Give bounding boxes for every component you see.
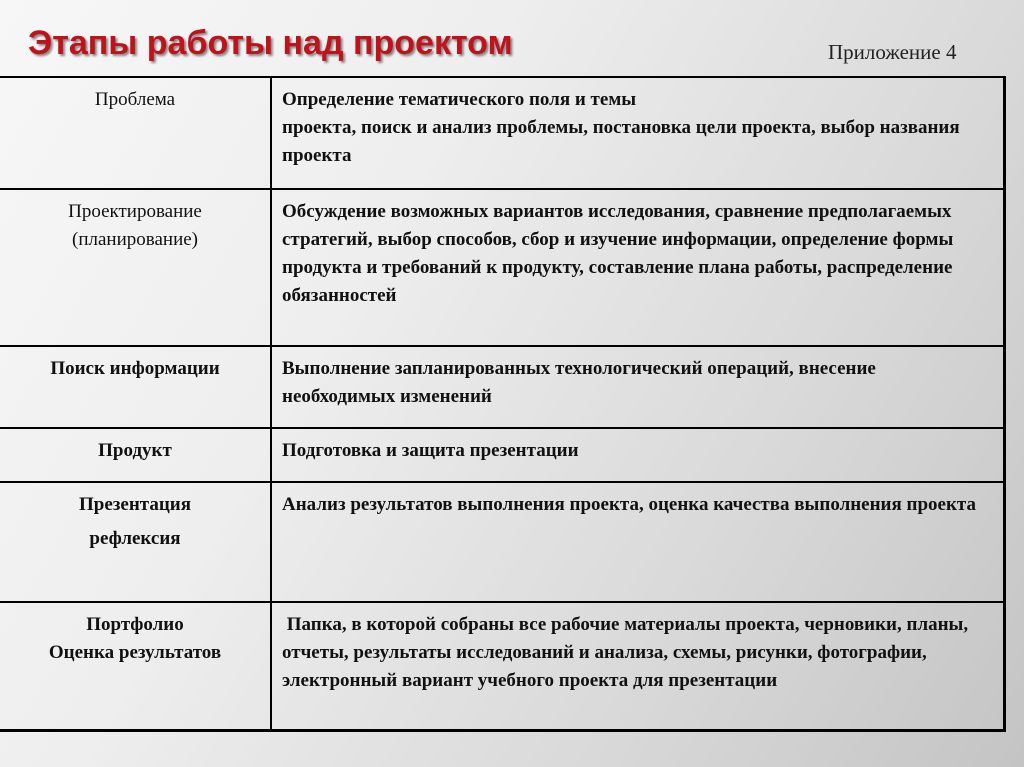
description-cell: [271, 428, 1005, 482]
description-text: Папка, в которой собраны все рабочие материалы проекта, черновики, планы, отчеты, результаты исследований и анализа, схемы, рисунки, фотографии, электронный вариант учебного проекта для презентации: [282, 614, 973, 691]
stage-label: рефлексия: [89, 528, 181, 549]
description-cell: [271, 189, 1005, 346]
stage-cell: [0, 428, 271, 482]
stage-label: Портфолио: [86, 614, 184, 635]
stage-cell: [0, 77, 271, 189]
description-text: Обсуждение возможных вариантов исследования, сравнение предполагаемых стратегий, выбор способов, сбор и изучение информации, определение формы продукта и требований к продукту, составление плана работы, распределение обязанностей: [282, 201, 954, 306]
description-text: Подготовка и защита презентации: [282, 440, 579, 461]
table-row: [0, 602, 1005, 731]
stage-label: Поиск информации: [50, 358, 220, 379]
description-cell: [271, 602, 1005, 731]
appendix-label: Приложение 4: [828, 40, 957, 64]
description-text: Определение тематического поля и темы: [282, 89, 637, 110]
stage-label: Проектирование: [68, 201, 202, 222]
description-text: Анализ результатов выполнения проекта, оценка качества выполнения проекта: [282, 494, 976, 515]
table-row: [0, 482, 1005, 602]
description-cell: [271, 77, 1005, 189]
description-text: проекта, поиск и анализ проблемы, постановка цели проекта, выбор названия проекта: [282, 117, 960, 166]
page-title: Этапы работы над проектом: [28, 24, 513, 62]
description-cell: [271, 482, 1005, 602]
table-row: [0, 346, 1005, 428]
stage-label: Оценка результатов: [48, 642, 222, 663]
table-row: [0, 77, 1005, 189]
description-cell: [271, 346, 1005, 428]
stage-label: Проблема: [94, 89, 176, 110]
stage-label: Презентация: [78, 494, 192, 515]
project-stages-table: [0, 76, 1006, 732]
stage-cell: [0, 482, 271, 602]
stage-label: Продукт: [98, 440, 172, 461]
stage-cell: [0, 602, 271, 731]
description-text: Выполнение запланированных технологический операций, внесение необходимых изменений: [282, 358, 876, 407]
stage-cell: [0, 346, 271, 428]
table-row: [0, 189, 1005, 346]
stage-label: (планирование): [72, 229, 198, 250]
table-row: [0, 428, 1005, 482]
stage-cell: [0, 189, 271, 346]
